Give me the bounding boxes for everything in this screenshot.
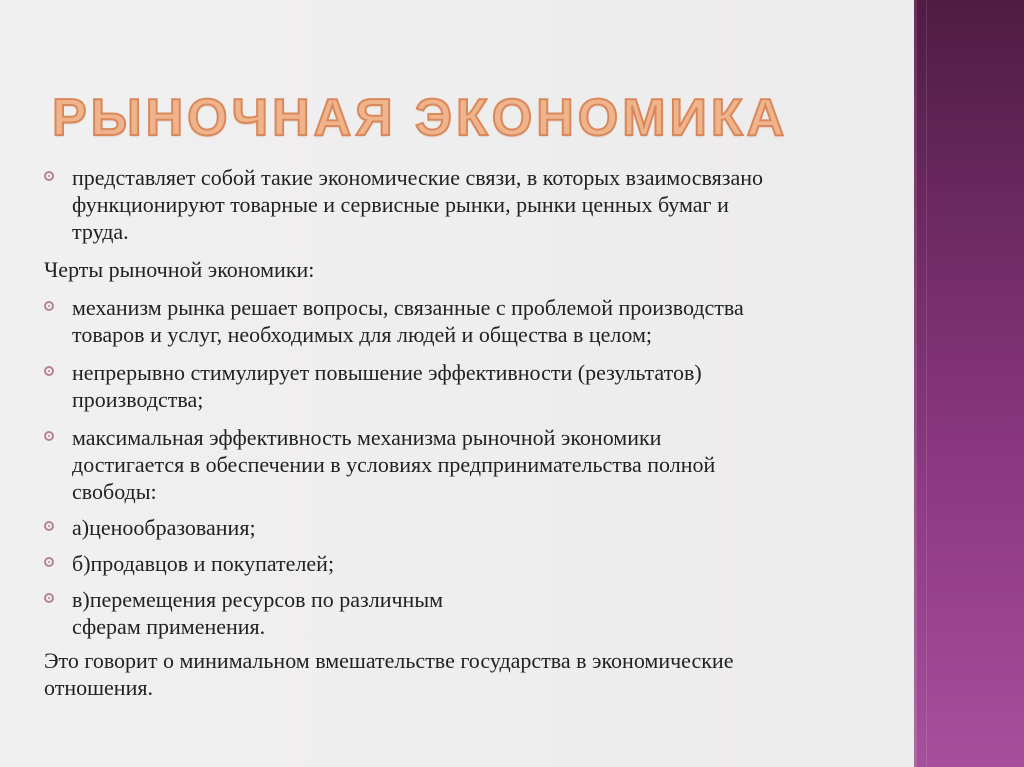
bullet-text: в)перемещения ресурсов по различным сферам применения. <box>72 587 444 639</box>
bullet-marker-icon <box>44 593 54 603</box>
section-heading <box>44 256 914 283</box>
bullet-item-sellers-buyers <box>44 550 914 577</box>
bullet-item-maximum-efficiency <box>44 424 914 505</box>
bullet-marker-icon <box>44 301 54 311</box>
bullet-text: максимальная эффективность механизма рыночной экономики достигается в обеспечении в условиях предпринимательства полной свободы: <box>72 425 716 504</box>
bullet-text: представляет собой такие экономические связи, в которых взаимосвязано функционируют товарные и сервисные рынки, рынки ценных бумаг и труда. <box>72 165 763 244</box>
bullet-marker-icon <box>44 431 54 441</box>
bullet-text: механизм рынка решает вопросы, связанные с проблемой производства товаров и услуг, необходимых для людей и общества в целом; <box>72 295 744 347</box>
bullet-item-definition <box>44 164 914 245</box>
conclusion-text: Это говорит о минимальном вмешательстве государства в экономические отношения. <box>44 648 734 700</box>
bullet-text: а)ценообразования; <box>72 515 256 540</box>
bullet-item-market-mechanism <box>44 294 914 348</box>
decorative-side-band <box>914 0 1024 767</box>
bullet-marker-icon <box>44 521 54 531</box>
bullet-text: б)продавцов и покупателей; <box>72 551 335 576</box>
bullet-text: непрерывно стимулирует повышение эффективности (результатов) производства; <box>72 360 702 412</box>
slide-content <box>44 164 914 701</box>
slide-title: РЫНОЧНАЯ ЭКОНОМИКА <box>52 89 789 147</box>
bullet-item-efficiency-stimulation <box>44 359 914 413</box>
bullet-marker-icon <box>44 366 54 376</box>
bullet-marker-icon <box>44 557 54 567</box>
bullet-item-pricing <box>44 514 914 541</box>
section-heading-text: Черты рыночной экономики: <box>44 257 315 282</box>
bullet-item-resource-movement <box>44 586 914 640</box>
conclusion-paragraph <box>44 647 914 701</box>
bullet-marker-icon <box>44 171 54 181</box>
